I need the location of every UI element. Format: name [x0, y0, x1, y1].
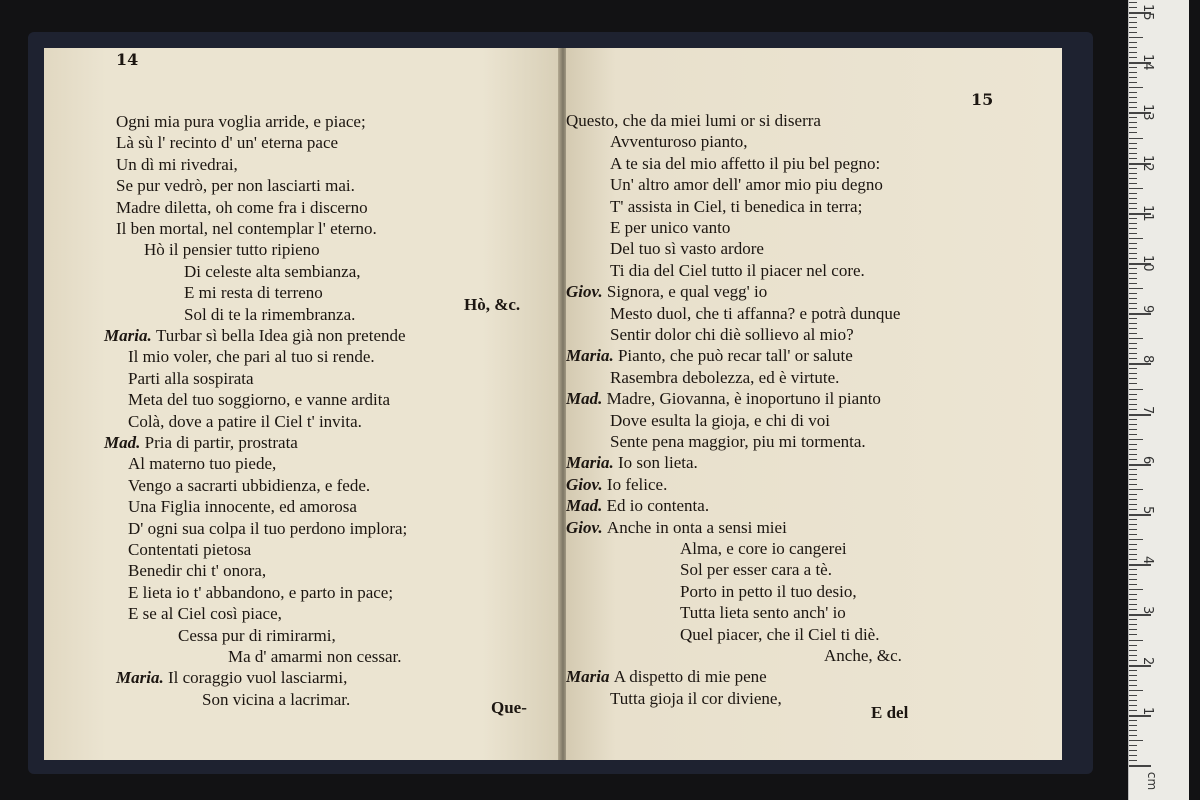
ruler-tick: [1129, 725, 1137, 726]
ruler-tick: [1129, 469, 1137, 470]
ruler-tick: [1129, 655, 1137, 656]
measurement-ruler: [1128, 0, 1189, 800]
verse-line: [116, 112, 366, 132]
ruler-tick: [1129, 363, 1151, 365]
ruler-tick: [1129, 208, 1137, 209]
ruler-tick: [1129, 228, 1137, 229]
ruler-tick: [1129, 534, 1137, 535]
verse-text: Il coraggio vuol lasciarmi,: [167, 668, 348, 688]
ruler-tick: [1129, 624, 1137, 625]
ruler-tick: [1129, 690, 1143, 691]
verse-line: [566, 453, 698, 473]
ruler-tick: [1129, 97, 1137, 98]
verse-text: Al materno tuo piede,: [128, 454, 277, 474]
ruler-tick: [1129, 634, 1137, 635]
verse-text: Ogni mia pura voglia arride, e piace;: [116, 112, 366, 131]
ruler-number: 1: [1140, 706, 1155, 716]
verse-text: Hò il pensier tutto ripieno: [144, 240, 320, 260]
ruler-tick: [1129, 499, 1137, 500]
verse-line: [184, 262, 361, 282]
ruler-tick: [1129, 504, 1137, 505]
ruler-number: 2: [1140, 656, 1155, 665]
verse-text: Avventuroso pianto,: [610, 132, 748, 152]
verse-text: E lieta io t' abbandono, e parto in pace;: [128, 582, 394, 602]
verse-line: [116, 219, 377, 239]
side-note: Hò, &c.: [464, 295, 521, 314]
ruler-tick: [1129, 700, 1137, 701]
ruler-number: 5: [1140, 506, 1155, 515]
speaker-label: Maria: [566, 667, 614, 687]
ruler-tick: [1129, 2, 1137, 3]
verse-line: [566, 282, 767, 302]
ruler-tick: [1129, 153, 1137, 154]
ruler-tick: [1129, 32, 1137, 33]
verse-text: Io son lieta.: [617, 453, 698, 473]
verse-line: [128, 476, 370, 496]
verse-line: [566, 346, 853, 366]
verse-line: [128, 561, 266, 581]
ruler-tick: [1129, 419, 1137, 420]
ruler-tick: [1129, 92, 1137, 93]
ruler-tick: [1129, 569, 1137, 570]
speaker-label: Maria.: [116, 668, 168, 688]
verse-text: Del tuo sì vasto ardore: [610, 239, 764, 259]
ruler-tick: [1129, 474, 1137, 475]
ruler-tick: [1129, 383, 1137, 384]
verse-text: Colà, dove a patire il Ciel t' invita.: [128, 411, 362, 431]
ruler-tick: [1129, 77, 1137, 78]
ruler-tick: [1129, 389, 1143, 390]
ruler-number: 15: [1140, 4, 1155, 21]
ruler-number: 10: [1140, 255, 1155, 272]
verse-line: [144, 240, 320, 260]
ruler-tick: [1129, 82, 1137, 83]
verse-line: [184, 283, 323, 303]
speaker-label: Giov.: [566, 474, 607, 494]
ruler-tick: [1129, 599, 1137, 600]
verse-text: Sol per esser cara a tè.: [680, 560, 832, 580]
ruler-number: 12: [1140, 154, 1155, 172]
verse-line: [610, 132, 748, 152]
ruler-tick: [1129, 529, 1137, 530]
ruler-tick: [1129, 494, 1137, 495]
ruler-tick: [1129, 519, 1137, 520]
ruler-number: 6: [1140, 455, 1155, 465]
verse-text: Signora, e qual vegg' io: [606, 282, 768, 302]
ruler-tick: [1129, 524, 1137, 525]
ruler-tick: [1129, 248, 1137, 249]
verse-line: [116, 176, 355, 196]
verse-text: Parti alla sospirata: [128, 368, 254, 388]
verse-line: [680, 582, 857, 602]
verse-text: Tutta lieta sento anch' io: [680, 603, 846, 623]
ruler-tick: [1129, 57, 1137, 58]
ruler-tick: [1129, 17, 1137, 18]
ruler-tick: [1129, 740, 1143, 741]
ruler-tick: [1129, 394, 1137, 395]
ruler-number: 9: [1140, 305, 1155, 314]
ruler-tick: [1129, 268, 1137, 269]
verse-text: Mesto duol, che ti affanna? e potrà dunque: [610, 303, 901, 323]
ruler-tick: [1129, 143, 1137, 144]
ruler-tick: [1129, 544, 1137, 545]
verse-line: [610, 154, 880, 174]
verse-text: Sentir dolor chi diè sollievo al mio?: [610, 325, 854, 344]
ruler-tick: [1129, 308, 1137, 309]
ruler-tick: [1129, 173, 1137, 174]
ruler-number: 14: [1140, 54, 1155, 71]
verse-text: Dove esulta la gioja, e chi di voi: [610, 410, 830, 430]
ruler-number: 13: [1140, 104, 1155, 121]
verse-line: [610, 689, 782, 709]
ruler-tick: [1129, 47, 1137, 48]
verse-text: Meta del tuo soggiorno, e vanne ardita: [128, 390, 391, 410]
ruler-tick: [1129, 293, 1137, 294]
ruler-tick: [1129, 233, 1137, 234]
verse-line: [610, 368, 839, 388]
verse-text: Madre, Giovanna, è inoportuno il pianto: [606, 389, 881, 409]
verse-line: [184, 305, 355, 325]
ruler-tick: [1129, 750, 1137, 751]
ruler-tick: [1129, 720, 1137, 721]
verse-text: Contentati pietosa: [128, 540, 252, 559]
verse-text: T' assista in Ciel, ti benedica in terra;: [610, 196, 863, 216]
verse-line: [610, 218, 730, 238]
verse-text: Tutta gioja il cor diviene,: [610, 688, 782, 708]
ruler-tick: [1129, 52, 1137, 53]
speaker-label: Maria.: [104, 326, 156, 345]
ruler-tick: [1129, 328, 1137, 329]
ruler-tick: [1129, 348, 1137, 349]
verse-line: [128, 390, 390, 410]
ruler-tick: [1129, 378, 1137, 379]
ruler-unit: cm: [1145, 771, 1160, 791]
ruler-tick: [1129, 333, 1137, 334]
ruler-tick: [1129, 619, 1137, 620]
verse-text: Sente pena maggior, piu mi tormenta.: [610, 432, 866, 451]
ruler-tick: [1129, 404, 1137, 405]
ruler-tick: [1129, 338, 1143, 339]
verse-text: Madre diletta, oh come fra i discerno: [116, 197, 368, 217]
speaker-label: Mad.: [566, 496, 607, 516]
verse-text: Son vicina a lacrimar.: [202, 689, 351, 709]
ruler-tick: [1129, 549, 1137, 550]
ruler-tick: [1129, 730, 1137, 731]
ruler-tick: [1129, 755, 1137, 756]
ruler-tick: [1129, 303, 1137, 304]
ruler-tick: [1129, 589, 1143, 590]
verse-line: [680, 625, 879, 645]
ruler-tick: [1129, 554, 1137, 555]
ruler-tick: [1129, 579, 1137, 580]
verse-line: [610, 325, 854, 345]
ruler-tick: [1129, 258, 1137, 259]
ruler-tick: [1129, 735, 1137, 736]
ruler-tick: [1129, 434, 1137, 435]
verse-text: Ti dia del Ciel tutto il piacer nel core.: [610, 260, 865, 280]
ruler-tick: [1129, 253, 1137, 254]
ruler-tick: [1129, 609, 1137, 610]
speaker-label: Giov.: [566, 282, 607, 302]
verse-line: [824, 646, 902, 666]
verse-line: [104, 433, 298, 453]
ruler-number: 7: [1140, 405, 1155, 414]
ruler-tick: [1129, 7, 1137, 8]
ruler-tick: [1129, 298, 1137, 299]
ruler-tick: [1129, 127, 1137, 128]
verse-line: [202, 690, 350, 710]
ruler-tick: [1129, 203, 1137, 204]
ruler-tick: [1129, 559, 1137, 560]
verse-line: [610, 261, 865, 281]
ruler-tick: [1129, 193, 1137, 194]
ruler-tick: [1129, 117, 1137, 118]
ruler-tick: [1129, 102, 1137, 103]
ruler-tick: [1129, 183, 1137, 184]
verse-line: [116, 133, 338, 153]
verse-text: Porto in petto il tuo desio,: [680, 581, 857, 601]
ruler-tick: [1129, 765, 1151, 767]
ruler-tick: [1129, 454, 1137, 455]
verse-text: Io felice.: [606, 474, 668, 494]
verse-line: [566, 518, 787, 538]
ruler-tick: [1129, 629, 1137, 630]
ruler-tick: [1129, 439, 1143, 440]
verse-text: Alma, e core io cangerei: [680, 539, 847, 558]
ruler-tick: [1129, 424, 1137, 425]
verse-text: Turbar sì bella Idea già non pretende: [155, 326, 406, 345]
verse-text: Ma d' amarmi non cessar.: [228, 647, 402, 666]
ruler-tick: [1129, 685, 1137, 686]
verse-line: [128, 583, 393, 603]
ruler-tick: [1129, 680, 1137, 681]
verse-line: [680, 539, 847, 559]
verse-text: E se al Ciel così piace,: [128, 604, 282, 624]
speaker-label: Maria.: [566, 453, 618, 473]
verse-line: [116, 198, 368, 218]
ruler-tick: [1129, 107, 1137, 108]
page-number-left: 14: [116, 50, 139, 69]
verse-line: [610, 411, 830, 431]
speaker-label: Mad.: [566, 389, 607, 409]
verse-text: Rasembra debolezza, ed è virtute.: [610, 367, 840, 387]
ruler-tick: [1129, 409, 1137, 410]
ruler-tick: [1129, 178, 1137, 179]
verse-text: Un dì mi rivedrai,: [116, 154, 238, 174]
ruler-tick: [1129, 564, 1151, 566]
ruler-tick: [1129, 318, 1137, 319]
verse-line: [566, 389, 881, 409]
ruler-tick: [1129, 444, 1137, 445]
ruler-tick: [1129, 278, 1137, 279]
ruler-tick: [1129, 574, 1137, 575]
verse-text: Il ben mortal, nel contemplar l' eterno.: [116, 219, 377, 238]
verse-text: Il mio voler, che pari al tuo si rende.: [128, 347, 375, 367]
verse-text: Vengo a sacrarti ubbidienza, e fede.: [128, 475, 371, 495]
verse-text: Ed io contenta.: [606, 496, 710, 516]
ruler-tick: [1129, 218, 1137, 219]
verse-line: [566, 667, 767, 687]
verse-line: [610, 304, 900, 324]
catchword-right: E del: [871, 703, 909, 722]
verse-line: [610, 197, 862, 217]
left-page: [44, 48, 560, 760]
ruler-tick: [1129, 614, 1151, 616]
ruler-tick: [1129, 373, 1137, 374]
verse-line: [104, 326, 406, 346]
ruler-tick: [1129, 539, 1143, 540]
verse-text: Là sù l' recinto d' un' eterna pace: [116, 133, 339, 153]
verse-text: D' ogni sua colpa il tuo perdono implora;: [128, 518, 408, 538]
verse-text: Quel piacer, che il Ciel ti diè.: [680, 624, 880, 644]
verse-line: [228, 647, 402, 667]
ruler-tick: [1129, 188, 1143, 189]
ruler-tick: [1129, 323, 1137, 324]
ruler-tick: [1129, 22, 1137, 23]
ruler-tick: [1129, 148, 1137, 149]
ruler-tick: [1129, 489, 1143, 490]
ruler-tick: [1129, 37, 1143, 38]
ruler-tick: [1129, 313, 1151, 315]
ruler-tick: [1129, 710, 1137, 711]
ruler-tick: [1129, 509, 1137, 510]
verse-text: A te sia del mio affetto il piu bel pegno:: [610, 153, 881, 173]
ruler-tick: [1129, 353, 1137, 354]
ruler-tick: [1129, 132, 1137, 133]
ruler-tick: [1129, 67, 1137, 68]
ruler-tick: [1129, 429, 1137, 430]
ruler-tick: [1129, 223, 1137, 224]
ruler-number: 3: [1140, 606, 1155, 615]
verse-text: Un' altro amor dell' amor mio piu degno: [610, 175, 883, 195]
verse-line: [128, 540, 251, 560]
ruler-tick: [1129, 399, 1137, 400]
ruler-tick: [1129, 594, 1137, 595]
ruler-tick: [1129, 640, 1143, 641]
ruler-tick: [1129, 745, 1137, 746]
verse-text: Pianto, che può recar tall' or salute: [617, 346, 853, 366]
ruler-tick: [1129, 358, 1137, 359]
verse-line: [680, 603, 846, 623]
page-number-right: 15: [971, 90, 994, 109]
verse-line: [116, 668, 347, 688]
verse-line: [128, 497, 357, 517]
ruler-tick: [1129, 650, 1137, 651]
ruler-tick: [1129, 42, 1137, 43]
ruler-tick: [1129, 273, 1137, 274]
verse-line: [610, 432, 866, 452]
verse-text: Cessa pur di rimirarmi,: [178, 625, 336, 645]
ruler-tick: [1129, 695, 1137, 696]
verse-line: [128, 412, 362, 432]
verse-text: A dispetto di mie pene: [613, 667, 767, 687]
ruler-tick: [1129, 158, 1137, 159]
ruler-tick: [1129, 283, 1137, 284]
verse-line: [128, 454, 276, 474]
ruler-tick: [1129, 138, 1143, 139]
speaker-label: Mad.: [104, 433, 145, 452]
ruler-tick: [1129, 72, 1137, 73]
ruler-tick: [1129, 604, 1137, 605]
ruler-tick: [1129, 122, 1137, 123]
ruler-tick: [1129, 168, 1137, 169]
verse-line: [680, 560, 832, 580]
ruler-tick: [1129, 479, 1137, 480]
ruler-tick: [1129, 449, 1137, 450]
verse-text: Se pur vedrò, per non lasciarti mai.: [116, 176, 355, 196]
verse-text: Una Figlia innocente, ed amorosa: [128, 497, 357, 517]
ruler-tick: [1129, 484, 1137, 485]
right-page: [566, 48, 1062, 760]
verse-line: [610, 239, 764, 259]
ruler-tick: [1129, 584, 1137, 585]
verse-text: Benedir chi t' onora,: [128, 561, 267, 581]
verse-text: Di celeste alta sembianza,: [184, 261, 361, 281]
verse-line: [610, 175, 883, 195]
verse-line: [178, 626, 336, 646]
ruler-tick: [1129, 705, 1137, 706]
ruler-tick: [1129, 87, 1143, 88]
verse-text: Anche, &c.: [824, 646, 902, 665]
verse-line: [566, 496, 709, 516]
verse-text: Pria di partir, prostrata: [144, 433, 298, 452]
verse-line: [128, 604, 282, 624]
verse-text: Sol di te la rimembranza.: [184, 304, 356, 324]
speaker-label: Maria.: [566, 346, 618, 366]
ruler-tick: [1129, 675, 1137, 676]
verse-line: [128, 347, 375, 367]
ruler-tick: [1129, 288, 1143, 289]
ruler-tick: [1129, 343, 1137, 344]
verse-line: [116, 155, 238, 175]
verse-line: [128, 519, 407, 539]
verse-text: Anche in onta a sensi miei: [606, 517, 787, 537]
ruler-number: 11: [1140, 204, 1155, 222]
ruler-tick: [1129, 238, 1143, 239]
ruler-tick: [1129, 198, 1137, 199]
ruler-tick: [1129, 368, 1137, 369]
verse-text: E per unico vanto: [610, 218, 731, 237]
verse-line: [566, 475, 667, 495]
ruler-tick: [1129, 459, 1137, 460]
speaker-label: Giov.: [566, 517, 607, 537]
ruler-tick: [1129, 660, 1137, 661]
verse-text: Questo, che da miei lumi or si diserra: [566, 111, 821, 130]
ruler-tick: [1129, 670, 1137, 671]
verse-line: [566, 111, 821, 131]
catchword-left: Que-: [491, 698, 527, 717]
verse-text: E mi resta di terreno: [184, 283, 323, 303]
ruler-tick: [1129, 645, 1137, 646]
ruler-number: 4: [1140, 556, 1155, 565]
ruler-tick: [1129, 27, 1137, 28]
ruler-tick: [1129, 514, 1151, 516]
ruler-tick: [1129, 243, 1137, 244]
verse-line: [128, 369, 254, 389]
ruler-number: 8: [1140, 355, 1155, 364]
ruler-tick: [1129, 760, 1137, 761]
